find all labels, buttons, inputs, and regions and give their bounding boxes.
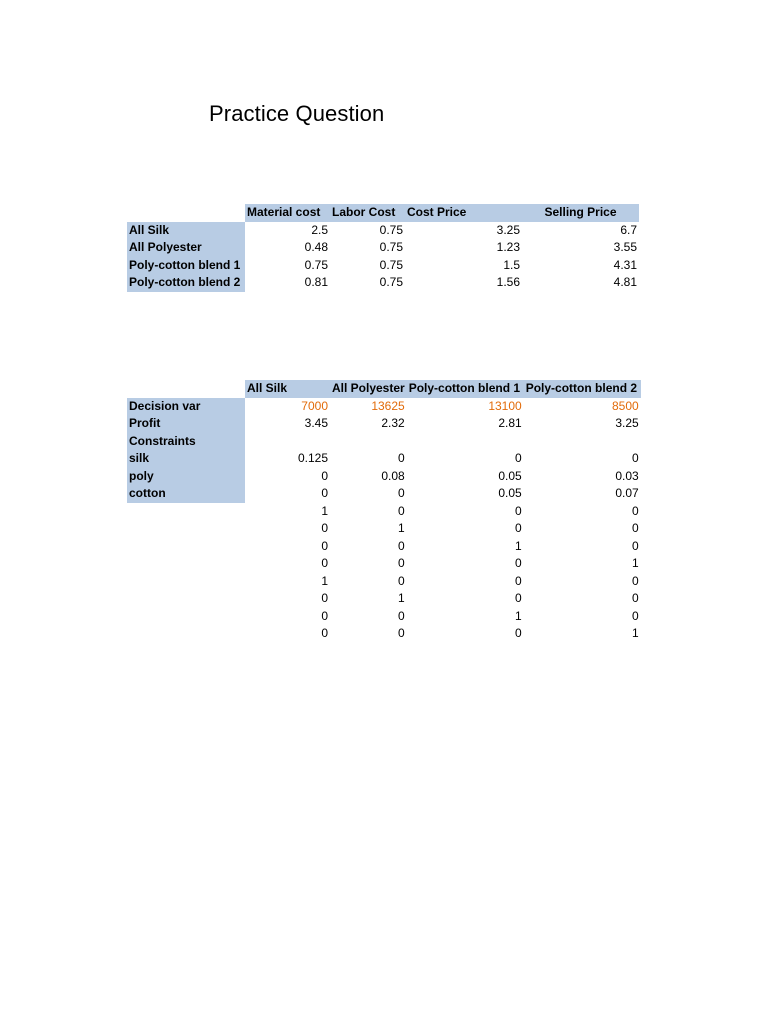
page-title: Practice Question: [209, 101, 385, 126]
table-cell: 0.75: [379, 240, 403, 254]
column-header: Poly-cotton blend 2: [524, 380, 641, 398]
table-row: [127, 538, 641, 556]
table-cell: 6.7: [620, 222, 637, 237]
table-cell: 0: [632, 573, 639, 588]
table-cell: 0: [632, 608, 639, 623]
table-header-row: [127, 380, 641, 398]
column-header: All Polyester: [330, 380, 407, 398]
row-label: [127, 538, 245, 556]
table-header-row: [127, 204, 639, 222]
row-label: [127, 625, 245, 643]
column-header: Labor Cost: [330, 204, 405, 222]
cost-table: [127, 204, 639, 292]
table-cell: 0: [398, 556, 405, 570]
table-cell: 0: [398, 451, 405, 465]
table-row: [127, 625, 641, 643]
table-cell: 2.81: [498, 416, 522, 430]
table-cell: 3.25: [496, 222, 520, 237]
row-label: [127, 520, 245, 538]
table-cell: 0: [632, 451, 639, 465]
row-label: Poly-cotton blend 2: [127, 274, 245, 292]
row-label: All Silk: [127, 222, 245, 240]
table-cell: 0: [398, 503, 405, 518]
table-cell: 3.25: [615, 416, 639, 430]
table-cell: 0: [321, 486, 328, 500]
table-cell: 4.31: [613, 257, 637, 272]
table-cell: 1: [632, 626, 639, 640]
table-cell: 0.07: [615, 486, 639, 500]
table-row: [127, 415, 641, 433]
table-cell: 0: [321, 556, 328, 570]
table-cell: 2.5: [311, 222, 328, 237]
table-row: [127, 520, 641, 538]
table-cell: 3.55: [613, 240, 637, 254]
table-cell: 0.05: [498, 486, 522, 500]
table-cell: 0.81: [304, 275, 328, 289]
decision-table: [127, 380, 641, 643]
table-cell: 13100: [488, 398, 522, 413]
table-cell: 0.08: [381, 468, 405, 483]
row-label: [127, 573, 245, 591]
table-cell: 0: [515, 451, 522, 465]
table-cell: 0: [321, 538, 328, 553]
table-cell: 0: [515, 556, 522, 570]
table-row: [127, 573, 641, 591]
table-cell: 0.75: [379, 257, 403, 272]
row-label: Profit: [127, 415, 245, 433]
table-cell: [245, 433, 330, 451]
table-cell: 0.48: [304, 240, 328, 254]
table-cell: 13625: [371, 398, 405, 413]
table-cell: 0: [515, 521, 522, 535]
row-label: [127, 608, 245, 626]
table-cell: 1: [321, 573, 328, 588]
row-label: [127, 555, 245, 573]
table-cell: 1.5: [503, 257, 520, 272]
table-cell: 1: [398, 591, 405, 605]
table-row: [127, 398, 641, 416]
table-cell: 0.75: [304, 257, 328, 272]
row-label: Constraints: [127, 433, 245, 451]
row-label: All Polyester: [127, 239, 245, 257]
table-cell: [524, 433, 641, 451]
table-cell: 0.75: [379, 275, 403, 289]
table-cell: 0.75: [379, 222, 403, 237]
row-label: [127, 503, 245, 521]
table-cell: 0: [632, 538, 639, 553]
table-cell: 0: [321, 521, 328, 535]
table-cell: 0.125: [297, 451, 328, 465]
table-cell: 3.45: [304, 416, 328, 430]
column-header: All Silk: [245, 380, 330, 398]
table-cell: 8500: [612, 398, 639, 413]
table-row: [127, 450, 641, 468]
table-row: [127, 555, 641, 573]
table-cell: 1: [515, 538, 522, 553]
table-cell: [407, 433, 524, 451]
table-cell: 1: [515, 608, 522, 623]
table-row: [127, 222, 639, 240]
table-cell: 0: [632, 591, 639, 605]
table-cell: [330, 433, 407, 451]
column-header: Cost Price: [405, 204, 522, 222]
table-row: [127, 239, 639, 257]
table-row: [127, 274, 639, 292]
table-cell: 0: [632, 521, 639, 535]
table-cell: 0: [515, 591, 522, 605]
table-cell: 0: [398, 486, 405, 500]
table-cell: 2.32: [381, 416, 405, 430]
table-cell: 1: [632, 556, 639, 570]
table-cell: 1.56: [496, 275, 520, 289]
row-label: [127, 590, 245, 608]
row-label: cotton: [127, 485, 245, 503]
table-cell: 0.05: [498, 468, 522, 483]
table-row: [127, 257, 639, 275]
row-label: Poly-cotton blend 1: [127, 257, 245, 275]
table-cell: 0: [321, 468, 328, 483]
column-header: Selling Price: [522, 204, 639, 222]
column-header: Poly-cotton blend 1: [407, 380, 524, 398]
table-cell: 0: [321, 608, 328, 623]
table-cell: 0: [398, 538, 405, 553]
row-label: poly: [127, 468, 245, 486]
table-cell: 4.81: [613, 275, 637, 289]
table-row: [127, 468, 641, 486]
column-header: Material cost: [245, 204, 330, 222]
table-cell: 1.23: [496, 240, 520, 254]
row-label: silk: [127, 450, 245, 468]
table-cell: 1: [321, 503, 328, 518]
table-cell: 0: [515, 503, 522, 518]
table-row: [127, 590, 641, 608]
corner-cell: [127, 380, 245, 398]
table-cell: 0: [321, 591, 328, 605]
corner-cell: [127, 204, 245, 222]
table-cell: 0: [515, 573, 522, 588]
table-cell: 0: [398, 608, 405, 623]
table-row: [127, 485, 641, 503]
table-row: [127, 503, 641, 521]
table-cell: 7000: [301, 398, 328, 413]
row-label: Decision var: [127, 398, 245, 416]
table-cell: 0: [515, 626, 522, 640]
table-cell: 0: [632, 503, 639, 518]
table-row: [127, 608, 641, 626]
table-row: [127, 433, 641, 451]
table-cell: 0: [398, 573, 405, 588]
table-cell: 0: [321, 626, 328, 640]
table-cell: 0: [398, 626, 405, 640]
table-cell: 1: [398, 521, 405, 535]
table-cell: 0.03: [615, 468, 639, 483]
